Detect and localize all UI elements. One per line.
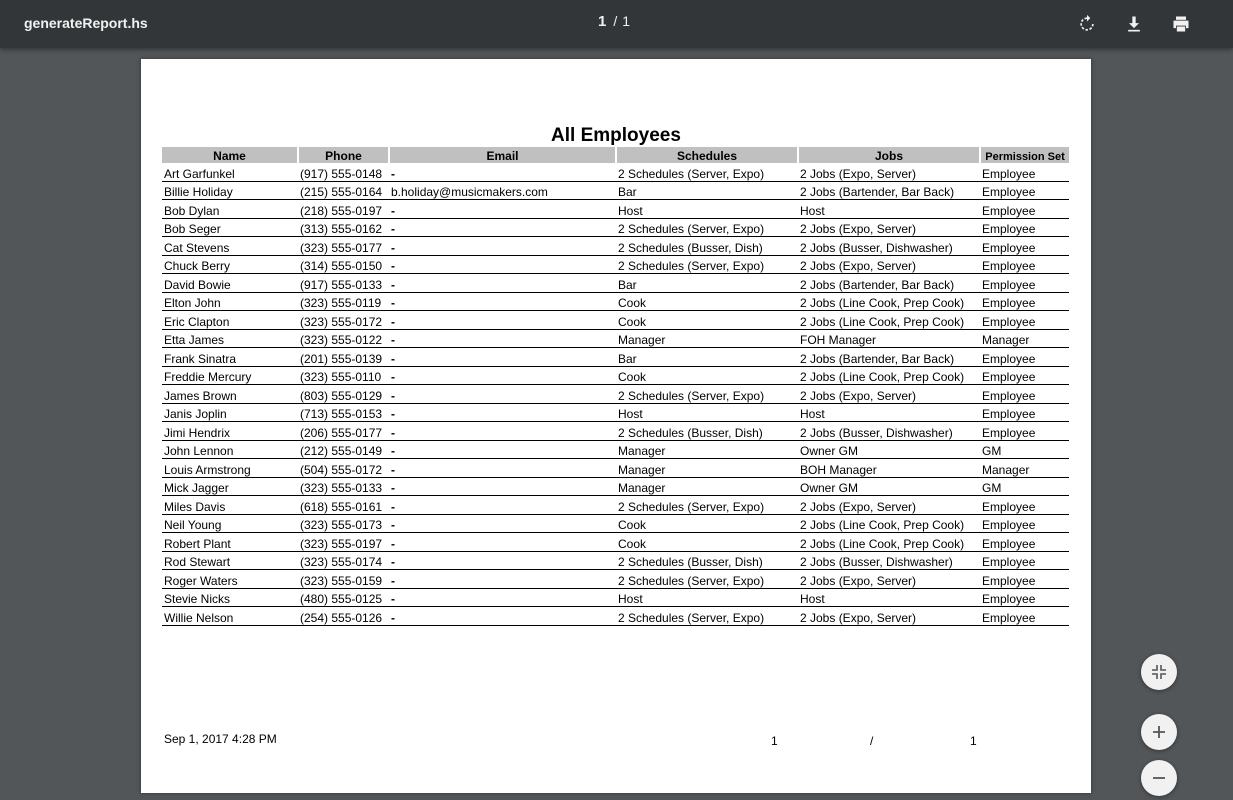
name-cell: David Bowie xyxy=(162,274,298,293)
phone-cell: (254) 555-0126 xyxy=(298,607,389,626)
employees-table xyxy=(162,147,1069,626)
jobs-cell: 2 Jobs (Expo, Server) xyxy=(798,570,980,589)
email-cell: - xyxy=(389,255,616,274)
schedules-cell: Host xyxy=(616,200,798,219)
phone-cell: (323) 555-0122 xyxy=(298,329,389,348)
permission-cell: Employee xyxy=(980,385,1069,404)
total-pages: 1 xyxy=(622,13,631,29)
table-row xyxy=(162,570,1069,589)
zoom-in-button[interactable] xyxy=(1141,714,1177,750)
schedules-cell: 2 Schedules (Busser, Dish) xyxy=(616,422,798,441)
footer-page-separator: / xyxy=(870,734,874,748)
viewer-toolbar xyxy=(0,0,1233,48)
schedules-cell: Host xyxy=(616,403,798,422)
jobs-cell: 2 Jobs (Busser, Dishwasher) xyxy=(798,422,980,441)
email-cell: - xyxy=(389,366,616,385)
permission-cell: Employee xyxy=(980,348,1069,367)
permission-cell: Employee xyxy=(980,403,1069,422)
name-cell: Robert Plant xyxy=(162,533,298,552)
schedules-cell: 2 Schedules (Server, Expo) xyxy=(616,255,798,274)
table-row xyxy=(162,496,1069,515)
jobs-cell: 2 Jobs (Line Cook, Prep Cook) xyxy=(798,533,980,552)
email-cell: - xyxy=(389,440,616,459)
permission-cell: Employee xyxy=(980,588,1069,607)
document-title: generateReport.hs xyxy=(24,15,148,31)
schedules-cell: 2 Schedules (Server, Expo) xyxy=(616,385,798,404)
jobs-cell: 2 Jobs (Line Cook, Prep Cook) xyxy=(798,366,980,385)
permission-cell: Employee xyxy=(980,570,1069,589)
table-row xyxy=(162,218,1069,237)
table-row xyxy=(162,366,1069,385)
table-row xyxy=(162,255,1069,274)
email-cell: - xyxy=(389,163,616,181)
pdf-page xyxy=(141,59,1091,793)
table-row xyxy=(162,403,1069,422)
email-cell: - xyxy=(389,403,616,422)
download-icon xyxy=(1124,14,1144,34)
phone-cell: (323) 555-0119 xyxy=(298,292,389,311)
email-cell: - xyxy=(389,311,616,330)
schedules-cell: Host xyxy=(616,588,798,607)
email-cell: - xyxy=(389,292,616,311)
email-cell: - xyxy=(389,570,616,589)
print-button[interactable] xyxy=(1169,12,1193,36)
name-cell: Freddie Mercury xyxy=(162,366,298,385)
table-header-row xyxy=(162,147,1069,163)
permission-cell: GM xyxy=(980,440,1069,459)
schedules-cell: Cook xyxy=(616,533,798,552)
jobs-cell: FOH Manager xyxy=(798,329,980,348)
fit-page-button[interactable] xyxy=(1141,654,1177,690)
schedules-cell: 2 Schedules (Server, Expo) xyxy=(616,218,798,237)
table-row xyxy=(162,329,1069,348)
phone-cell: (215) 555-0164 xyxy=(298,181,389,200)
permission-cell: GM xyxy=(980,477,1069,496)
schedules-cell: 2 Schedules (Server, Expo) xyxy=(616,496,798,515)
phone-cell: (323) 555-0110 xyxy=(298,366,389,385)
email-cell: - xyxy=(389,329,616,348)
jobs-cell: 2 Jobs (Line Cook, Prep Cook) xyxy=(798,292,980,311)
phone-cell: (323) 555-0172 xyxy=(298,311,389,330)
permission-cell: Employee xyxy=(980,496,1069,515)
name-cell: Louis Armstrong xyxy=(162,459,298,478)
table-row xyxy=(162,477,1069,496)
table-row xyxy=(162,533,1069,552)
phone-cell: (218) 555-0197 xyxy=(298,200,389,219)
download-button[interactable] xyxy=(1122,12,1146,36)
name-cell: John Lennon xyxy=(162,440,298,459)
table-row xyxy=(162,311,1069,330)
name-cell: Art Garfunkel xyxy=(162,163,298,181)
permission-cell: Manager xyxy=(980,459,1069,478)
email-cell: b.holiday@musicmakers.com xyxy=(389,181,616,200)
schedules-cell: Cook xyxy=(616,514,798,533)
phone-cell: (323) 555-0174 xyxy=(298,551,389,570)
zoom-in-icon xyxy=(1151,724,1167,740)
page-separator: / xyxy=(613,13,618,29)
name-cell: Roger Waters xyxy=(162,570,298,589)
table-row xyxy=(162,440,1069,459)
email-cell: - xyxy=(389,422,616,441)
schedules-cell: Cook xyxy=(616,292,798,311)
phone-cell: (323) 555-0197 xyxy=(298,533,389,552)
print-icon xyxy=(1171,14,1191,34)
phone-cell: (323) 555-0159 xyxy=(298,570,389,589)
jobs-cell: Host xyxy=(798,403,980,422)
email-cell: - xyxy=(389,385,616,404)
column-header-name: Name xyxy=(162,147,298,163)
permission-cell: Employee xyxy=(980,218,1069,237)
schedules-cell: Cook xyxy=(616,366,798,385)
jobs-cell: 2 Jobs (Bartender, Bar Back) xyxy=(798,274,980,293)
email-cell: - xyxy=(389,607,616,626)
email-cell: - xyxy=(389,459,616,478)
schedules-cell: 2 Schedules (Busser, Dish) xyxy=(616,551,798,570)
jobs-cell: BOH Manager xyxy=(798,459,980,478)
table-row xyxy=(162,459,1069,478)
name-cell: Stevie Nicks xyxy=(162,588,298,607)
name-cell: Janis Joplin xyxy=(162,403,298,422)
jobs-cell: 2 Jobs (Expo, Server) xyxy=(798,385,980,404)
name-cell: James Brown xyxy=(162,385,298,404)
phone-cell: (201) 555-0139 xyxy=(298,348,389,367)
footer-page-total: 1 xyxy=(970,734,977,748)
table-row xyxy=(162,514,1069,533)
schedules-cell: 2 Schedules (Server, Expo) xyxy=(616,607,798,626)
permission-cell: Manager xyxy=(980,329,1069,348)
email-cell: - xyxy=(389,514,616,533)
column-header-email: Email xyxy=(389,147,616,163)
table-row xyxy=(162,163,1069,181)
phone-cell: (618) 555-0161 xyxy=(298,496,389,515)
table-row xyxy=(162,274,1069,293)
name-cell: Willie Nelson xyxy=(162,607,298,626)
name-cell: Eric Clapton xyxy=(162,311,298,330)
permission-cell: Employee xyxy=(980,607,1069,626)
column-header-jobs: Jobs xyxy=(798,147,980,163)
schedules-cell: Cook xyxy=(616,311,798,330)
name-cell: Mick Jagger xyxy=(162,477,298,496)
permission-cell: Employee xyxy=(980,514,1069,533)
name-cell: Chuck Berry xyxy=(162,255,298,274)
phone-cell: (917) 555-0148 xyxy=(298,163,389,181)
phone-cell: (323) 555-0177 xyxy=(298,237,389,256)
email-cell: - xyxy=(389,477,616,496)
zoom-out-icon xyxy=(1151,770,1167,786)
jobs-cell: Owner GM xyxy=(798,440,980,459)
table-row xyxy=(162,422,1069,441)
footer-page-number: 1 xyxy=(771,734,778,748)
phone-cell: (323) 555-0173 xyxy=(298,514,389,533)
name-cell: Etta James xyxy=(162,329,298,348)
column-header-permission-set: Permission Set xyxy=(980,147,1069,163)
rotate-button[interactable] xyxy=(1075,12,1099,36)
schedules-cell: Bar xyxy=(616,348,798,367)
jobs-cell: 2 Jobs (Busser, Dishwasher) xyxy=(798,237,980,256)
permission-cell: Employee xyxy=(980,163,1069,181)
page-indicator xyxy=(598,13,630,30)
email-cell: - xyxy=(389,348,616,367)
table-row xyxy=(162,237,1069,256)
name-cell: Miles Davis xyxy=(162,496,298,515)
email-cell: - xyxy=(389,551,616,570)
jobs-cell: 2 Jobs (Expo, Server) xyxy=(798,607,980,626)
schedules-cell: 2 Schedules (Server, Expo) xyxy=(616,570,798,589)
name-cell: Neil Young xyxy=(162,514,298,533)
schedules-cell: 2 Schedules (Server, Expo) xyxy=(616,163,798,181)
permission-cell: Employee xyxy=(980,237,1069,256)
name-cell: Cat Stevens xyxy=(162,237,298,256)
fit-page-icon xyxy=(1151,664,1167,680)
email-cell: - xyxy=(389,533,616,552)
phone-cell: (212) 555-0149 xyxy=(298,440,389,459)
permission-cell: Employee xyxy=(980,551,1069,570)
permission-cell: Employee xyxy=(980,181,1069,200)
email-cell: - xyxy=(389,200,616,219)
table-row xyxy=(162,551,1069,570)
phone-cell: (323) 555-0133 xyxy=(298,477,389,496)
phone-cell: (917) 555-0133 xyxy=(298,274,389,293)
phone-cell: (504) 555-0172 xyxy=(298,459,389,478)
column-header-schedules: Schedules xyxy=(616,147,798,163)
current-page-input[interactable]: 1 xyxy=(598,13,607,30)
table-row xyxy=(162,588,1069,607)
jobs-cell: Host xyxy=(798,588,980,607)
permission-cell: Employee xyxy=(980,311,1069,330)
table-body xyxy=(162,163,1069,625)
jobs-cell: 2 Jobs (Line Cook, Prep Cook) xyxy=(798,514,980,533)
phone-cell: (803) 555-0129 xyxy=(298,385,389,404)
name-cell: Frank Sinatra xyxy=(162,348,298,367)
name-cell: Bob Seger xyxy=(162,218,298,237)
jobs-cell: 2 Jobs (Busser, Dishwasher) xyxy=(798,551,980,570)
permission-cell: Employee xyxy=(980,422,1069,441)
schedules-cell: Bar xyxy=(616,274,798,293)
phone-cell: (313) 555-0162 xyxy=(298,218,389,237)
table-row xyxy=(162,385,1069,404)
jobs-cell: 2 Jobs (Expo, Server) xyxy=(798,163,980,181)
name-cell: Billie Holiday xyxy=(162,181,298,200)
name-cell: Jimi Hendrix xyxy=(162,422,298,441)
zoom-out-button[interactable] xyxy=(1141,760,1177,796)
rotate-icon xyxy=(1077,14,1097,34)
jobs-cell: 2 Jobs (Expo, Server) xyxy=(798,496,980,515)
permission-cell: Employee xyxy=(980,366,1069,385)
phone-cell: (713) 555-0153 xyxy=(298,403,389,422)
permission-cell: Employee xyxy=(980,533,1069,552)
email-cell: - xyxy=(389,274,616,293)
schedules-cell: Bar xyxy=(616,181,798,200)
schedules-cell: Manager xyxy=(616,459,798,478)
jobs-cell: Owner GM xyxy=(798,477,980,496)
email-cell: - xyxy=(389,237,616,256)
email-cell: - xyxy=(389,496,616,515)
email-cell: - xyxy=(389,588,616,607)
schedules-cell: Manager xyxy=(616,329,798,348)
permission-cell: Employee xyxy=(980,200,1069,219)
name-cell: Bob Dylan xyxy=(162,200,298,219)
schedules-cell: Manager xyxy=(616,477,798,496)
phone-cell: (480) 555-0125 xyxy=(298,588,389,607)
table-row xyxy=(162,200,1069,219)
jobs-cell: 2 Jobs (Bartender, Bar Back) xyxy=(798,181,980,200)
permission-cell: Employee xyxy=(980,255,1069,274)
permission-cell: Employee xyxy=(980,274,1069,293)
jobs-cell: 2 Jobs (Line Cook, Prep Cook) xyxy=(798,311,980,330)
jobs-cell: 2 Jobs (Bartender, Bar Back) xyxy=(798,348,980,367)
jobs-cell: 2 Jobs (Expo, Server) xyxy=(798,218,980,237)
table-row xyxy=(162,292,1069,311)
schedules-cell: Manager xyxy=(616,440,798,459)
permission-cell: Employee xyxy=(980,292,1069,311)
email-cell: - xyxy=(389,218,616,237)
table-row xyxy=(162,181,1069,200)
table-row xyxy=(162,348,1069,367)
report-title: All Employees xyxy=(551,125,681,146)
phone-cell: (206) 555-0177 xyxy=(298,422,389,441)
phone-cell: (314) 555-0150 xyxy=(298,255,389,274)
jobs-cell: Host xyxy=(798,200,980,219)
name-cell: Rod Stewart xyxy=(162,551,298,570)
column-header-phone: Phone xyxy=(298,147,389,163)
schedules-cell: 2 Schedules (Busser, Dish) xyxy=(616,237,798,256)
jobs-cell: 2 Jobs (Expo, Server) xyxy=(798,255,980,274)
table-row xyxy=(162,607,1069,626)
footer-date: Sep 1, 2017 4:28 PM xyxy=(164,732,277,746)
name-cell: Elton John xyxy=(162,292,298,311)
